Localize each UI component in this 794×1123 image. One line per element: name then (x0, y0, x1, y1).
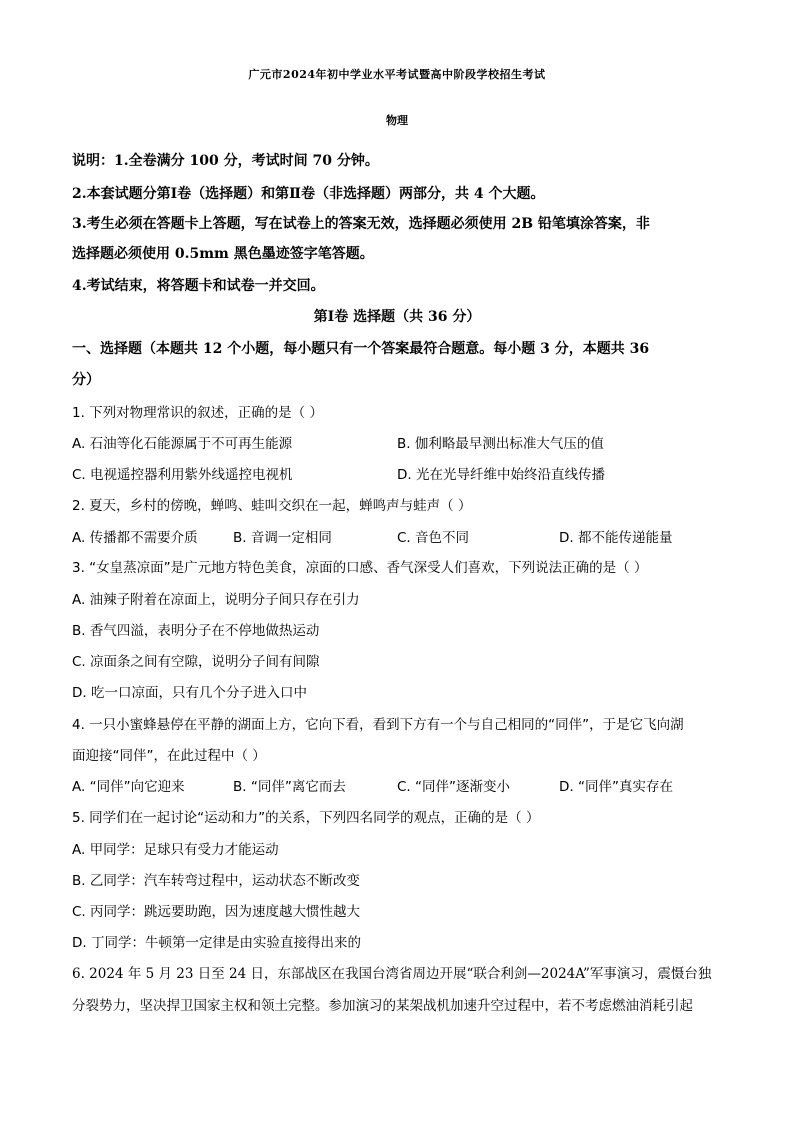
q5-option-a: A. 甲同学：足球只有受力才能运动 (72, 842, 279, 858)
q2-option-d: D. 都不能传递能量 (559, 530, 673, 546)
q2-option-a: A. 传播都不需要介质 (72, 530, 198, 546)
q4-option-c: C. “同伴”逐渐变小 (397, 779, 510, 795)
q1-option-c: C. 电视遥控器利用紫外线遥控电视机 (72, 467, 293, 483)
q3-option-d: D. 吃一口凉面，只有几个分子进入口中 (72, 685, 307, 701)
exam-title: 广元市2024年初中学业水平考试暨高中阶段学校招生考试 (248, 68, 546, 81)
q3-stem: 3. “女皇蒸凉面”是广元地方特色美食，凉面的口感、香气深受人们喜欢，下列说法正确的是（ ） (72, 560, 648, 576)
q1-option-a: A. 石油等化石能源属于不可再生能源 (72, 436, 293, 452)
section-heading: 第Ⅰ卷 选择题（共 36 分） (313, 309, 481, 325)
q4-stem-cont: 面迎接“同伴”，在此过程中（ ） (72, 748, 266, 764)
q4-stem: 4. 一只小蜜蜂悬停在平静的湖面上方，它向下看，看到下方有一个与自己相同的“同伴”，于是它飞向湖 (72, 717, 684, 733)
instruction-2: 2.本套试题分第Ⅰ卷（选择题）和第Ⅱ卷（非选择题）两部分，共 4 个大题。 (72, 186, 545, 202)
q5-stem: 5. 同学们在一起讨论“运动和力”的关系，下列四名同学的观点，正确的是（ ） (72, 810, 540, 826)
q4-option-a: A. “同伴”向它迎来 (72, 779, 185, 795)
q6-stem-cont: 分裂势力，坚决捍卫国家主权和领土完整。参加演习的某架战机加速升空过程中，若不考虑燃油消耗引起 (72, 998, 693, 1014)
q1-stem: 1. 下列对物理常识的叙述，正确的是（ ） (72, 405, 323, 421)
q5-option-c: C. 丙同学：跳远要助跑，因为速度越大惯性越大 (72, 904, 361, 920)
q5-option-b: B. 乙同学：汽车转弯过程中，运动状态不断改变 (72, 873, 360, 889)
subject-title: 物理 (386, 114, 408, 127)
q3-option-b: B. 香气四溢，表明分子在不停地做热运动 (72, 623, 320, 639)
instruction-3: 3.考生必须在答题卡上答题，写在试卷上的答案无效，选择题必须使用 2B 铅笔填涂答案，非 (72, 216, 650, 232)
q4-option-d: D. “同伴”真实存在 (559, 779, 673, 795)
q3-option-a: A. 油辣子附着在凉面上，说明分子间只存在引力 (72, 592, 360, 608)
q1-option-b: B. 伽利略最早测出标准大气压的值 (397, 436, 604, 452)
part-heading: 一、选择题（本题共 12 个小题，每小题只有一个答案最符合题意。每小题 3 分，本题共 36 (72, 341, 650, 357)
q2-option-b: B. 音调一定相同 (233, 530, 332, 546)
q5-option-d: D. 丁同学：牛顿第一定律是由实验直接得出来的 (72, 935, 361, 951)
q6-stem: 6. 2024 年 5 月 23 日至 24 日，东部战区在我国台湾省周边开展“联合利剑—2024A”军事演习，震慑台独 (72, 966, 712, 982)
part-heading-cont: 分） (72, 372, 100, 388)
instruction-3-cont: 选择题必须使用 0.5mm 黑色墨迹签字笔答题。 (72, 246, 374, 262)
q2-option-c: C. 音色不同 (397, 530, 470, 546)
q2-stem: 2. 夏天，乡村的傍晚，蝉鸣、蛙叫交织在一起，蝉鸣声与蛙声（ ） (72, 498, 472, 514)
q3-option-c: C. 凉面条之间有空隙，说明分子间有间隙 (72, 654, 320, 670)
q4-option-b: B. “同伴”离它而去 (233, 779, 346, 795)
instruction-1: 说明：1.全卷满分 100 分，考试时间 70 分钟。 (72, 153, 379, 169)
instruction-4: 4.考试结束，将答题卡和试卷一并交回。 (72, 278, 325, 294)
q1-option-d: D. 光在光导纤维中始终沿直线传播 (397, 467, 605, 483)
